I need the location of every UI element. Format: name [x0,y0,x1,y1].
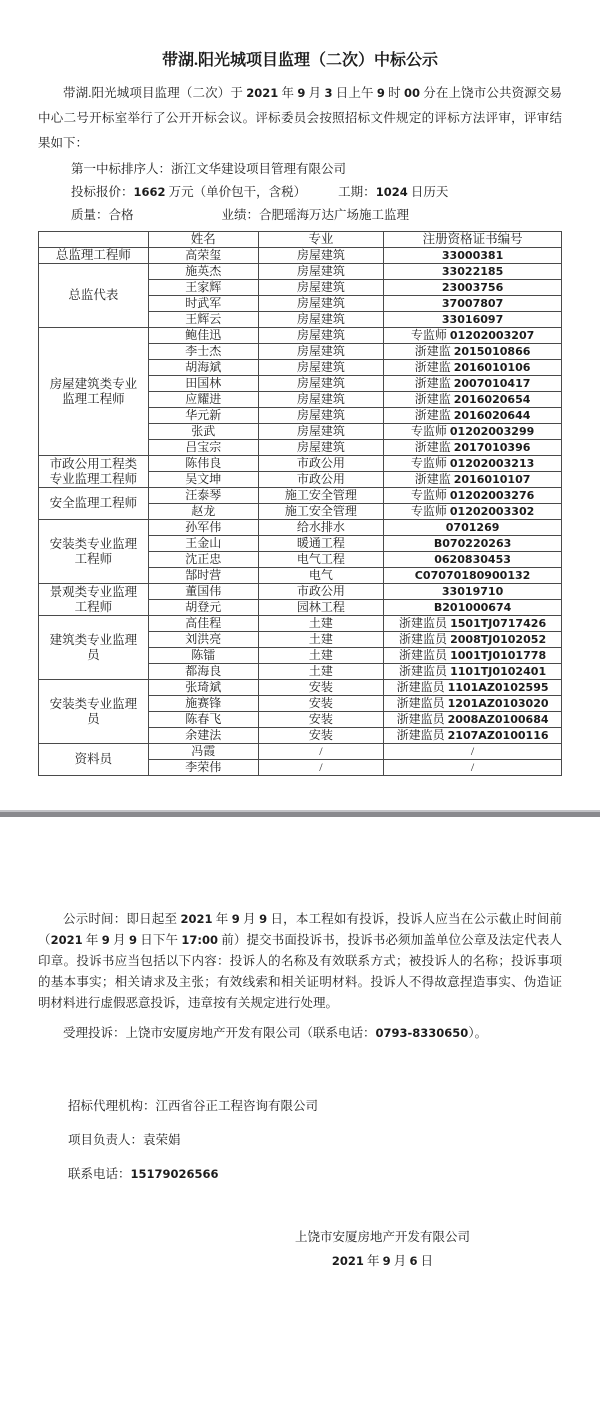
name-cell: 王辉云 [148,312,258,328]
name-cell: 沈正忠 [148,552,258,568]
name-cell: 吴文坤 [148,472,258,488]
name-cell: 董国伟 [148,584,258,600]
major-cell: 土建 [258,648,384,664]
name-cell: 都海良 [148,664,258,680]
bid-price-text: 投标报价：1662 万元（单价包干，含税） [71,185,307,199]
name-cell: 应耀进 [148,392,258,408]
cert-cell: 37007807 [384,296,562,312]
major-cell: / [258,744,384,760]
name-cell: 冯霞 [148,744,258,760]
complaint-line: 受理投诉：上饶市安厦房地产开发有限公司（联系电话：0793-8330650）。 [63,1026,488,1040]
major-cell: 房屋建筑 [258,312,384,328]
major-cell: 房屋建筑 [258,408,384,424]
cert-cell: 浙建监 2016020654 [384,392,562,408]
major-cell: 安装 [258,712,384,728]
winner-text: 第一中标排序人：浙江文华建设项目管理有限公司 [71,162,347,176]
major-cell: 安装 [258,680,384,696]
cert-cell: 浙建监员 2008AZ0100684 [384,712,562,728]
major-cell: 房屋建筑 [258,440,384,456]
major-cell: 房屋建筑 [258,360,384,376]
cert-cell: 0620830453 [384,552,562,568]
major-cell: 房屋建筑 [258,344,384,360]
cert-cell: 33016097 [384,312,562,328]
name-cell: 胡海斌 [148,360,258,376]
major-cell: 市政公用 [258,456,384,472]
role-cell: 安全监理工程师 [39,488,149,520]
cert-cell: B070220263 [384,536,562,552]
bid-summary [38,158,562,227]
name-cell: 汪泰琴 [148,488,258,504]
cert-cell: 专监师 01202003302 [384,504,562,520]
role-cell: 房屋建筑类专业监理工程师 [39,328,149,456]
major-cell: 房屋建筑 [258,392,384,408]
personnel-table-body [39,232,562,776]
cert-cell: / [384,744,562,760]
name-cell: 王金山 [148,536,258,552]
name-cell: 华元新 [148,408,258,424]
name-cell: 施英杰 [148,264,258,280]
table-row [39,264,562,280]
name-cell: 施赛锋 [148,696,258,712]
cert-cell: 浙建监 2007010417 [384,376,562,392]
major-cell: 房屋建筑 [258,376,384,392]
duration-text: 工期：1024 日历天 [338,185,449,199]
performance-text: 业绩：合肥瑶海万达广场施工监理 [221,208,410,222]
header-cell: 专业 [258,232,384,248]
major-cell: 土建 [258,632,384,648]
table-header-row [39,232,562,248]
major-cell: 房屋建筑 [258,248,384,264]
quality-text: 质量：合格 [71,208,134,222]
personnel-table [38,231,562,776]
cert-cell: B201000674 [384,600,562,616]
role-cell: 资料员 [39,744,149,776]
header-cell: 姓名 [148,232,258,248]
major-cell: 施工安全管理 [258,504,384,520]
major-cell: 土建 [258,616,384,632]
table-row [39,488,562,504]
table-row [39,616,562,632]
cert-cell: 浙建监员 1101TJ0102401 [384,664,562,680]
page-divider [0,810,600,817]
major-cell: 安装 [258,728,384,744]
bid-price-line [38,181,562,204]
role-cell: 景观类专业监理工程师 [39,584,149,616]
manager-line: 项目负责人：袁荣娟 [68,1133,181,1147]
table-row [39,744,562,760]
name-cell: 余建法 [148,728,258,744]
cert-cell: 33019710 [384,584,562,600]
name-cell: 郜时营 [148,568,258,584]
major-cell: 市政公用 [258,584,384,600]
cert-cell: 23003756 [384,280,562,296]
name-cell: 时武军 [148,296,258,312]
major-cell: 给水排水 [258,520,384,536]
intro-paragraph: 带湖.阳光城项目监理（二次）于 2021 年 9 月 3 日上午 9 时 00 分在上饶市公共资源交易中心二号开标室举行了公开开标会议。评标委员会按照招标文件规定的评标方法评审，评审结果如下： [38,86,562,150]
cert-cell: 浙建监员 1001TJ0101778 [384,648,562,664]
name-cell: 赵龙 [148,504,258,520]
role-cell: 建筑类专业监理员 [39,616,149,680]
role-cell: 市政公用工程类专业监理工程师 [39,456,149,488]
major-cell: 土建 [258,664,384,680]
name-cell: 陈镭 [148,648,258,664]
document-page-1 [0,50,600,776]
major-cell: 房屋建筑 [258,424,384,440]
name-cell: 陈伟良 [148,456,258,472]
signature-company: 上饶市安厦房地产开发有限公司 [294,1230,470,1244]
major-cell: 房屋建筑 [258,328,384,344]
table-row [39,584,562,600]
major-cell: / [258,760,384,776]
cert-cell: 浙建监员 1101AZ0102595 [384,680,562,696]
winner-line [38,158,562,181]
name-cell: 张武 [148,424,258,440]
signature-block [38,1225,562,1273]
table-row [39,248,562,264]
cert-cell: 浙建监 2017010396 [384,440,562,456]
table-row [39,680,562,696]
cert-cell: 浙建监 2015010866 [384,344,562,360]
header-cell: 注册资格证书编号 [384,232,562,248]
signature-date: 2021 年 9 月 6 日 [331,1254,434,1268]
name-cell: 张琦斌 [148,680,258,696]
cert-cell: 浙建监 2016010106 [384,360,562,376]
name-cell: 李士杰 [148,344,258,360]
table-row [39,328,562,344]
page-title: 带湖.阳光城项目监理（二次）中标公示 [161,52,438,69]
cert-cell: 专监师 01202003299 [384,424,562,440]
contact-block [38,1096,562,1185]
major-cell: 房屋建筑 [258,296,384,312]
cert-cell: 专监师 01202003207 [384,328,562,344]
cert-cell: 专监师 01202003276 [384,488,562,504]
name-cell: 鲍佳迅 [148,328,258,344]
name-cell: 李荣伟 [148,760,258,776]
document-page-2 [0,909,600,1273]
major-cell: 园林工程 [258,600,384,616]
name-cell: 孙军伟 [148,520,258,536]
major-cell: 安装 [258,696,384,712]
cert-cell: 33000381 [384,248,562,264]
name-cell: 刘洪亮 [148,632,258,648]
cert-cell: / [384,760,562,776]
cert-cell: 浙建监员 2107AZ0100116 [384,728,562,744]
header-cell [39,232,149,248]
major-cell: 施工安全管理 [258,488,384,504]
major-cell: 电气工程 [258,552,384,568]
major-cell: 电气 [258,568,384,584]
notice-paragraph: 公示时间：即日起至 2021 年 9 月 9 日，本工程如有投诉，投诉人应当在公示截止时间前（2021 年 9 月 9 日下午 17:00 前）提交书面投诉书，投诉书必须加盖单位公章及法定代表人印章。投诉书应当包括以下内容：投诉人的名称及有效联系方式；被投诉人的名称；投诉事项的基本事实；相关请求及主张；有效线索和相关证明材料。投诉人不得故意捏造事实、伪造证明材料进行虚假恶意投诉，违章按有关规定进行处理。 [38,912,562,1010]
cert-cell: 浙建监员 1201AZ0103020 [384,696,562,712]
name-cell: 吕宝宗 [148,440,258,456]
major-cell: 市政公用 [258,472,384,488]
cert-cell: 浙建监 2016020644 [384,408,562,424]
cert-cell: 浙建监员 1501TJ0717426 [384,616,562,632]
major-cell: 房屋建筑 [258,264,384,280]
agency-line: 招标代理机构：江西省谷正工程咨询有限公司 [68,1099,319,1113]
cert-cell: 浙建监员 2008TJ0102052 [384,632,562,648]
table-row [39,456,562,472]
name-cell: 高佳程 [148,616,258,632]
table-row [39,520,562,536]
name-cell: 胡登元 [148,600,258,616]
role-cell: 安装类专业监理员 [39,680,149,744]
major-cell: 暖通工程 [258,536,384,552]
cert-cell: 浙建监 2016010107 [384,472,562,488]
name-cell: 陈春飞 [148,712,258,728]
name-cell: 田国林 [148,376,258,392]
major-cell: 房屋建筑 [258,280,384,296]
name-cell: 高荣玺 [148,248,258,264]
role-cell: 总监理工程师 [39,248,149,264]
cert-cell: C07070180900132 [384,568,562,584]
cert-cell: 33022185 [384,264,562,280]
phone-line: 联系电话：15179026566 [68,1167,219,1181]
role-cell: 总监代表 [39,264,149,328]
cert-cell: 0701269 [384,520,562,536]
role-cell: 安装类专业监理工程师 [39,520,149,584]
name-cell: 王家辉 [148,280,258,296]
quality-line [38,204,562,227]
cert-cell: 专监师 01202003213 [384,456,562,472]
